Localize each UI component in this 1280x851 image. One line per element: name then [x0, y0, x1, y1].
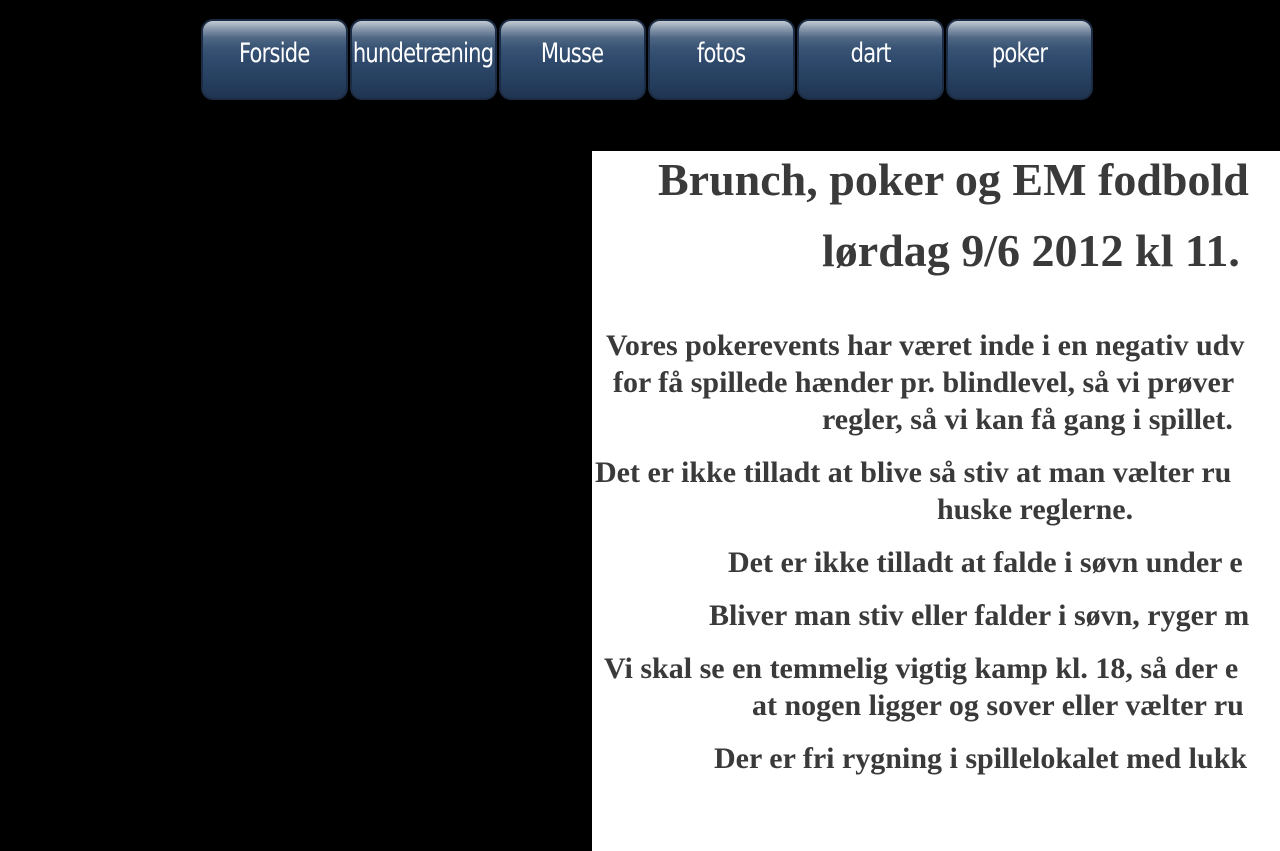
paragraph-5-line-1: Vi skal se en temmelig vigtig kamp kl. 18, så der e — [604, 652, 1239, 685]
nav-button-dart[interactable] — [797, 19, 944, 100]
paragraph-1-line-3: regler, så vi kan få gang i spillet. — [822, 403, 1233, 436]
nav-label-poker: poker — [991, 38, 1048, 69]
paragraph-5-line-2: at nogen ligger og sover eller vælter ru — [752, 689, 1244, 722]
paragraph-6: Der er fri rygning i spillelokalet med lukk — [714, 742, 1248, 775]
nav-label-hundetraening: hundetræning — [353, 38, 494, 69]
nav-label-dart: dart — [850, 38, 891, 69]
main-navigation — [201, 19, 1095, 100]
paragraph-4: Bliver man stiv eller falder i søvn, ryger m — [709, 599, 1250, 632]
paragraph-1-line-1: Vores pokerevents har været inde i en negativ udv — [606, 329, 1245, 362]
nav-button-forside[interactable] — [201, 19, 348, 100]
paragraph-2-line-1: Det er ikke tilladt at blive så stiv at man vælter ru — [595, 456, 1232, 489]
article-date: lørdag 9/6 2012 kl 11. — [822, 225, 1240, 276]
nav-button-poker[interactable] — [946, 19, 1093, 100]
paragraph-2-line-2: huske reglerne. — [937, 493, 1134, 526]
article-content — [592, 151, 1280, 851]
nav-button-fotos[interactable] — [648, 19, 795, 100]
nav-label-musse: Musse — [541, 38, 604, 69]
paragraph-3: Det er ikke tilladt at falde i søvn under e — [728, 546, 1243, 579]
article-title: Brunch, poker og EM fodbold — [658, 154, 1249, 205]
nav-button-musse[interactable] — [499, 19, 646, 100]
paragraph-1-line-2: for få spillede hænder pr. blindlevel, så vi prøver — [613, 366, 1235, 399]
nav-button-hundetraening[interactable] — [350, 19, 497, 100]
nav-label-fotos: fotos — [697, 38, 746, 69]
nav-label-forside: Forside — [239, 38, 310, 69]
